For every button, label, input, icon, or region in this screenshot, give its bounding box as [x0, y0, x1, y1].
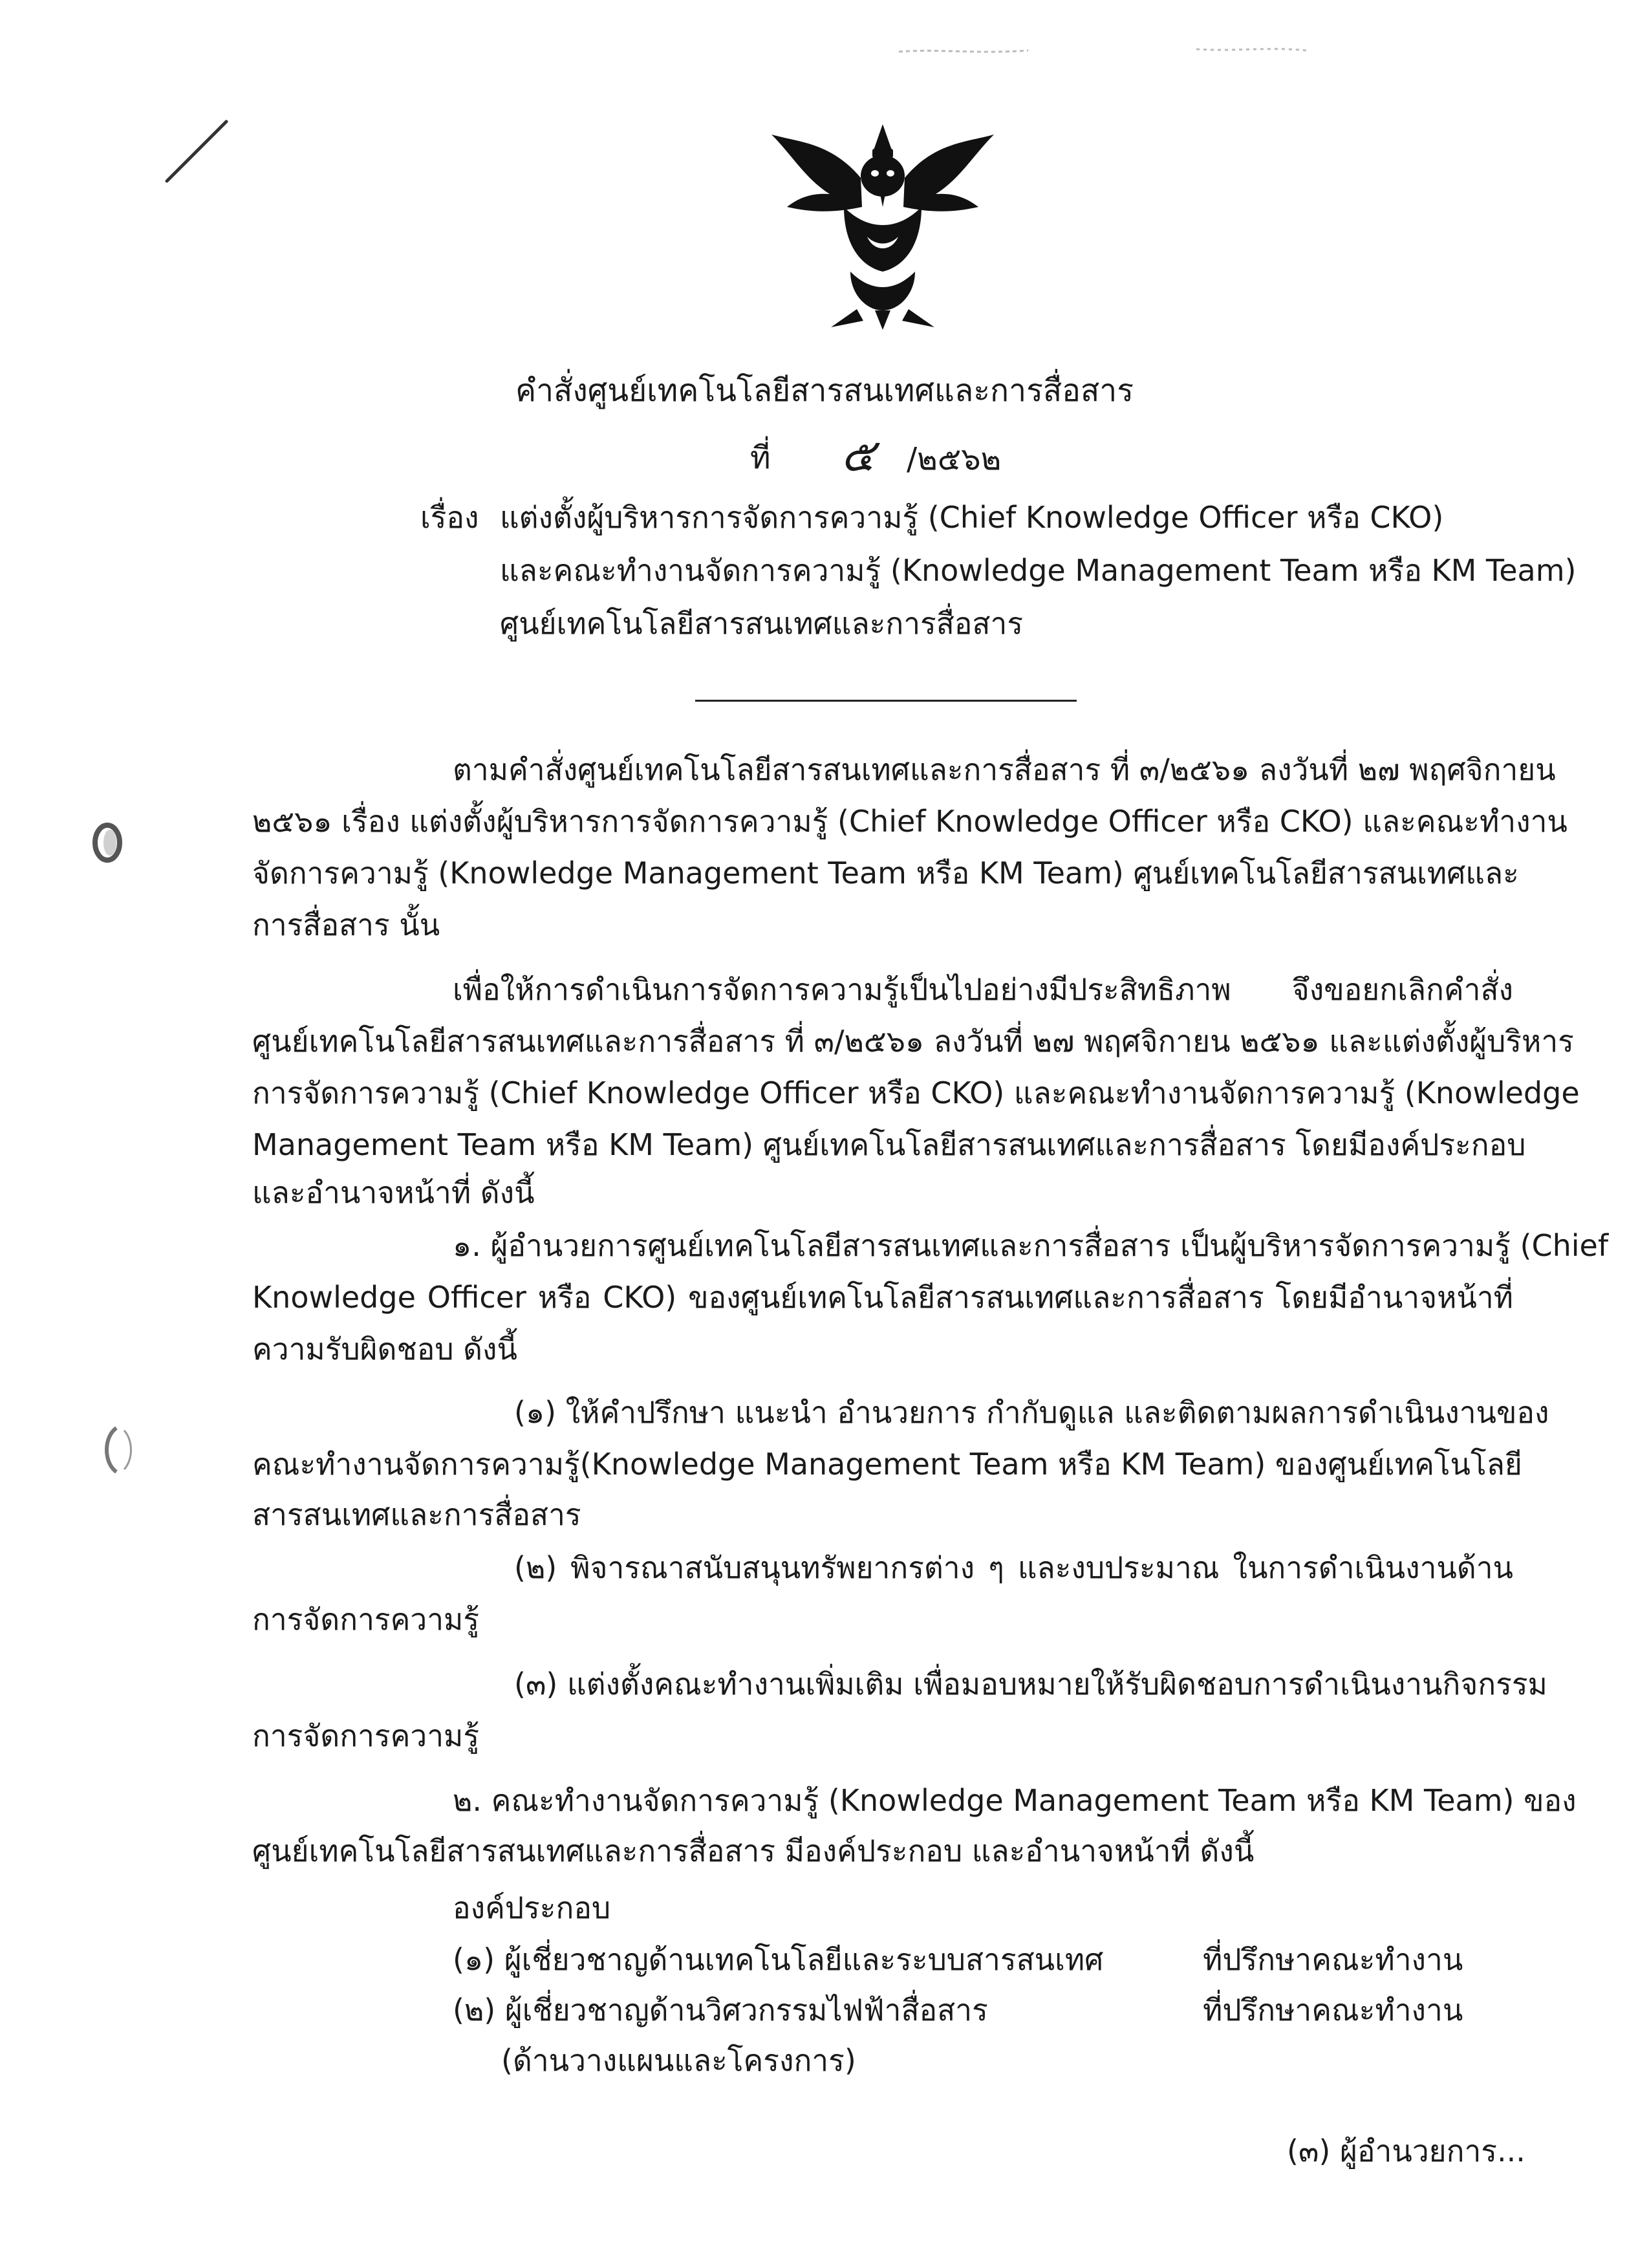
- member-2-note: (ด้านวางแผนและโครงการ): [501, 2043, 856, 2078]
- pen-stroke-mark: [162, 116, 233, 190]
- para1-line-1: ตามคำสั่งศูนย์เทคโนโลยีสารสนเทศและการสื่อสาร ที่ ๓/๒๕๖๑ ลงวันที่ ๒๗ พฤศจิกายน: [453, 752, 1556, 787]
- sub2-line-1: (๒) พิจารณาสนับสนุนทรัพยากรต่าง ๆ และงบประมาณ ในการดำเนินงานด้าน: [514, 1550, 1513, 1585]
- order-number-year: /๒๕๖๒: [907, 441, 1002, 477]
- member-1-role: ที่ปรึกษาคณะทำงาน: [1203, 1942, 1463, 1977]
- para1-line-2: ๒๕๖๑ เรื่อง แต่งตั้งผู้บริหารการจัดการความรู้ (Chief Knowledge Officer หรือ CKO) และคณะทำงาน: [252, 804, 1568, 839]
- para2-line-4: Management Team หรือ KM Team) ศูนย์เทคโนโลยีสารสนเทศและการสื่อสาร โดยมีองค์ประกอบ: [252, 1127, 1526, 1162]
- para2-line-5: และอำนาจหน้าที่ ดังนี้: [252, 1175, 535, 1210]
- sub1-line-2: คณะทำงานจัดการความรู้(Knowledge Management Team หรือ KM Team) ของศูนย์เทคโนโลยี: [252, 1447, 1522, 1482]
- item1-line-2: Knowledge Officer หรือ CKO) ของศูนย์เทคโนโลยีสารสนเทศและการสื่อสาร โดยมีอำนาจหน้าที่: [252, 1280, 1513, 1315]
- sub1-line-1: (๑) ให้คำปรึกษา แนะนำ อำนวยการ กำกับดูแล และติดตามผลการดำเนินงานของ: [514, 1395, 1549, 1430]
- order-title: คำสั่งศูนย์เทคโนโลยีสารสนเทศและการสื่อสาร: [515, 373, 1134, 409]
- item1-line-3: ความรับผิดชอบ ดังนี้: [252, 1332, 517, 1366]
- order-number-handwritten: ๕: [841, 429, 875, 482]
- subject-line-3: ศูนย์เทคโนโลยีสารสนเทศและการสื่อสาร: [500, 606, 1024, 641]
- subject-label: เรื่อง: [420, 500, 479, 535]
- sub3-line-2: การจัดการความรู้: [252, 1718, 480, 1753]
- page-continuation: (๓) ผู้อำนวยการ...: [1287, 2133, 1525, 2168]
- item1-line-1: ๑. ผู้อำนวยการศูนย์เทคโนโลยีสารสนเทศและการสื่อสาร เป็นผู้บริหารจัดการความรู้ (Chief: [453, 1228, 1609, 1263]
- item2-line-2: ศูนย์เทคโนโลยีสารสนเทศและการสื่อสาร มีองค์ประกอบ และอำนาจหน้าที่ ดังนี้: [252, 1833, 1255, 1868]
- item2-line-1: ๒. คณะทำงานจัดการความรู้ (Knowledge Management Team หรือ KM Team) ของ: [453, 1783, 1577, 1818]
- order-number-prefix: ที่: [750, 440, 771, 476]
- sub3-line-1: (๓) แต่งตั้งคณะทำงานเพิ่มเติม เพื่อมอบหมายให้รับผิดชอบการดำเนินงานกิจกรรม: [514, 1667, 1547, 1701]
- garuda-emblem: [753, 116, 1012, 332]
- sub2-line-2: การจัดการความรู้: [252, 1602, 480, 1637]
- punch-hole-mark-top: [88, 820, 127, 868]
- punch-hole-mark-bottom: [98, 1424, 140, 1478]
- member-1-name: (๑) ผู้เชี่ยวชาญด้านเทคโนโลยีและระบบสารสนเทศ: [453, 1942, 1104, 1977]
- para2-line-2: ศูนย์เทคโนโลยีสารสนเทศและการสื่อสาร ที่ ๓/๒๕๖๑ ลงวันที่ ๒๗ พฤศจิกายน ๒๕๖๑ และแต่งตั้งผู้บริหาร: [252, 1024, 1574, 1059]
- para2-line-1: เพื่อให้การดำเนินการจัดการความรู้เป็นไปอย่างมีประสิทธิภาพ จึงขอยกเลิกคำสั่ง: [453, 972, 1513, 1007]
- para1-line-3: จัดการความรู้ (Knowledge Management Team หรือ KM Team) ศูนย์เทคโนโลยีสารสนเทศและ: [252, 856, 1519, 891]
- composition-heading: องค์ประกอบ: [453, 1890, 611, 1925]
- member-2-name: (๒) ผู้เชี่ยวชาญด้านวิศวกรรมไฟฟ้าสื่อสาร: [453, 1993, 988, 2027]
- para1-line-4: การสื่อสาร นั้น: [252, 907, 440, 942]
- para2-line-3: การจัดการความรู้ (Chief Knowledge Officer หรือ CKO) และคณะทำงานจัดการความรู้ (Knowledge: [252, 1075, 1580, 1110]
- scan-noise-top: [899, 39, 1313, 67]
- member-2-role: ที่ปรึกษาคณะทำงาน: [1203, 1993, 1463, 2027]
- sub1-line-3: สารสนเทศและการสื่อสาร: [252, 1497, 581, 1532]
- subject-line-1: แต่งตั้งผู้บริหารการจัดการความรู้ (Chief Knowledge Officer หรือ CKO): [500, 500, 1444, 535]
- subject-line-2: และคณะทำงานจัดการความรู้ (Knowledge Management Team หรือ KM Team): [500, 553, 1577, 588]
- header-divider: [695, 700, 1077, 702]
